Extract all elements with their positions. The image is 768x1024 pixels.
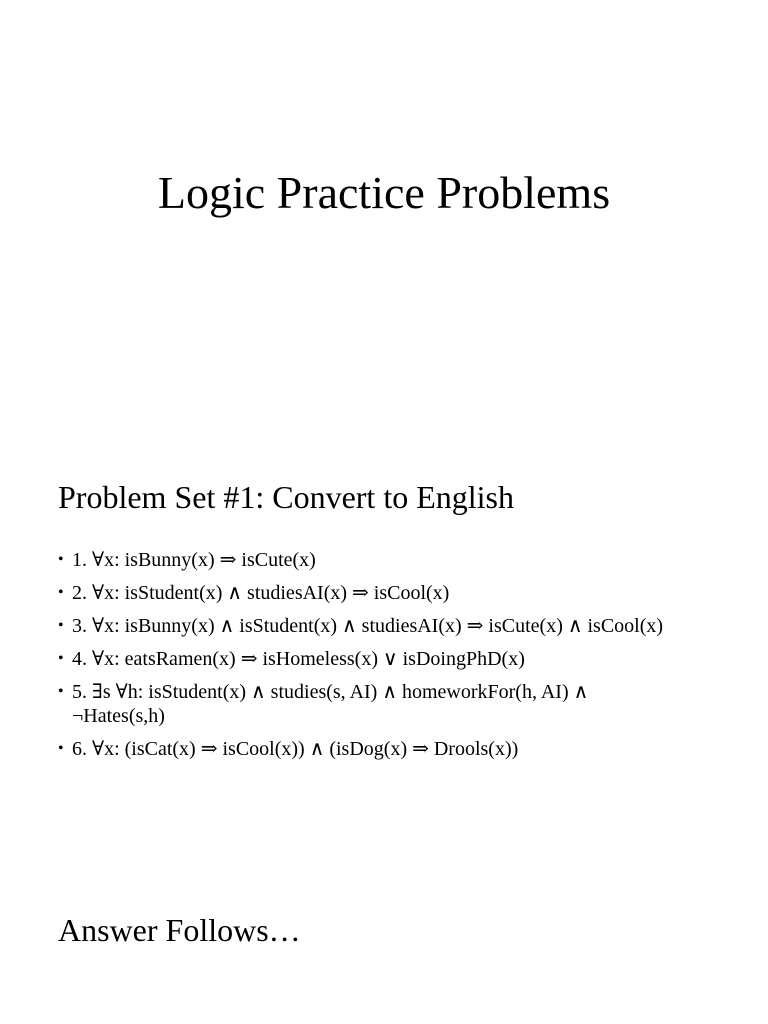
problem-item-4 [58, 647, 678, 671]
answer-follows-text: Answer Follows… [58, 912, 301, 948]
bullet-icon: • [58, 551, 64, 568]
problem-list [58, 548, 678, 770]
problem-text: 4. ∀x: eatsRamen(x) ⇒ isHomeless(x) ∨ isDoingPhD(x) [72, 648, 525, 670]
bullet-icon: • [58, 683, 64, 700]
bullet-icon: • [58, 740, 64, 757]
bullet-icon: • [58, 650, 64, 667]
problem-text: 2. ∀x: isStudent(x) ∧ studiesAI(x) ⇒ isCool(x) [72, 582, 450, 604]
problem-text: 5. ∃s ∀h: isStudent(x) ∧ studies(s, AI) ∧ homeworkFor(h, AI) ∧ ¬Hates(s,h) [72, 681, 589, 727]
bullet-icon: • [58, 584, 64, 601]
problem-text: 3. ∀x: isBunny(x) ∧ isStudent(x) ∧ studiesAI(x) ⇒ isCute(x) ∧ isCool(x) [72, 615, 664, 637]
problem-text: 6. ∀x: (isCat(x) ⇒ isCool(x)) ∧ (isDog(x) ⇒ Drools(x)) [72, 738, 519, 760]
problem-set-heading: Problem Set #1: Convert to English [58, 479, 514, 515]
bullet-icon: • [58, 617, 64, 634]
page-title: Logic Practice Problems [157, 167, 611, 218]
problem-item-6 [58, 737, 678, 761]
problem-item-2 [58, 581, 678, 605]
problem-item-5 [58, 680, 678, 728]
problem-item-3 [58, 614, 678, 638]
problem-text: 1. ∀x: isBunny(x) ⇒ isCute(x) [72, 549, 316, 571]
problem-item-1 [58, 548, 678, 572]
